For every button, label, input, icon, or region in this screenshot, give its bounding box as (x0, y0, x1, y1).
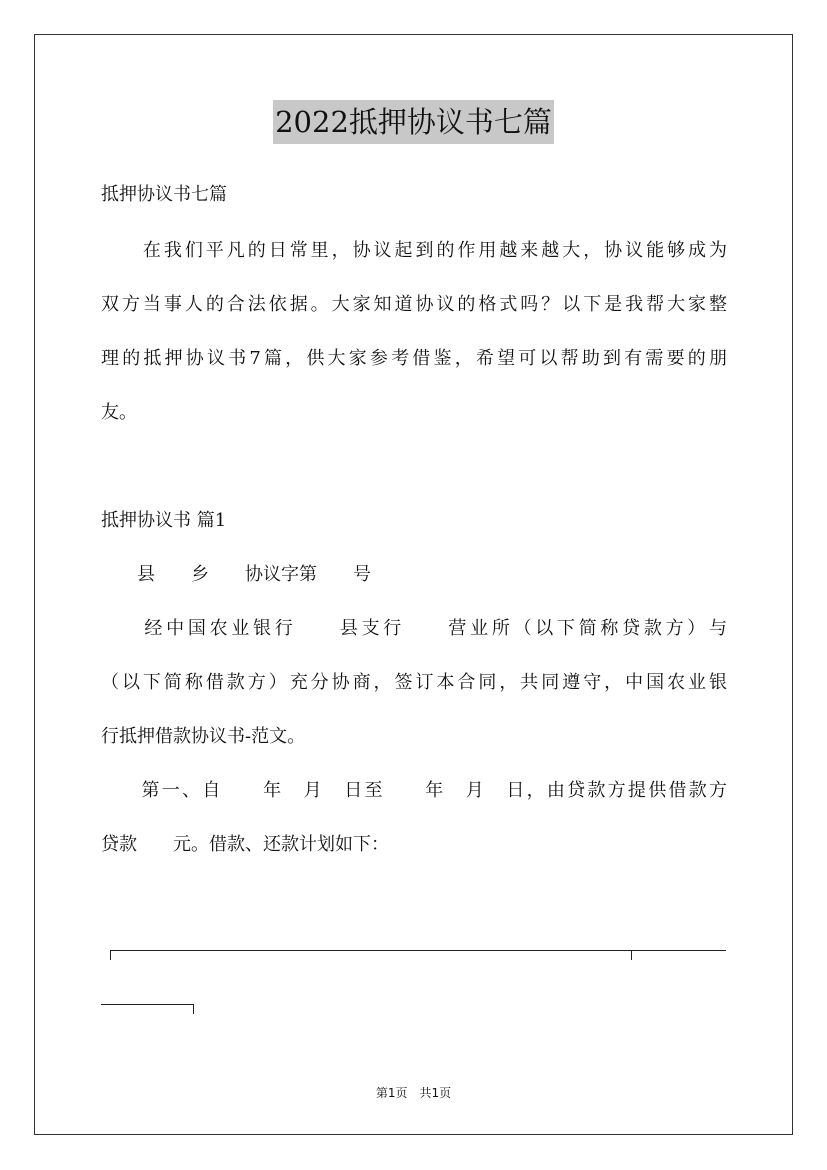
paragraph-line: 第一、自 年 月 日至 年 月 日，由贷款方提供借款方 (101, 780, 727, 801)
paragraph-line: 贷款 元。借款、还款计划如下： (101, 834, 389, 855)
table-top-rule (110, 950, 726, 951)
table-bottom-rule (101, 1004, 193, 1005)
paragraph-line: 在我们平凡的日常里，协议起到的作用越来越大，协议能够成为 (101, 240, 727, 261)
subtitle-line: 抵押协议书七篇 (101, 184, 227, 205)
table-left-tick (110, 950, 111, 960)
paragraph-line: 县 乡 协议字第 号 (101, 564, 371, 585)
paragraph-line: （以下简称借款方）充分协商，签订本合同，共同遵守，中国农业银 (101, 672, 727, 693)
table-right-tick (193, 1004, 194, 1014)
page-footer: 第1页 共1页 (375, 1086, 452, 1100)
paragraph-line: 经中国农业银行 县支行 营业所（以下简称贷款方）与 (101, 618, 727, 639)
document-title: 2022抵押协议书七篇 (0, 100, 827, 144)
paragraph-line: 行抵押借款协议书-范文。 (101, 726, 306, 747)
section-heading: 抵押协议书 篇1 (101, 510, 227, 531)
table-mid-tick (631, 950, 632, 960)
paragraph-line: 双方当事人的合法依据。大家知道协议的格式吗？以下是我帮大家整 (101, 294, 727, 315)
paragraph-line: 理的抵押协议书7篇，供大家参考借鉴，希望可以帮助到有需要的朋 (101, 348, 727, 369)
paragraph-line: 友。 (101, 402, 137, 423)
